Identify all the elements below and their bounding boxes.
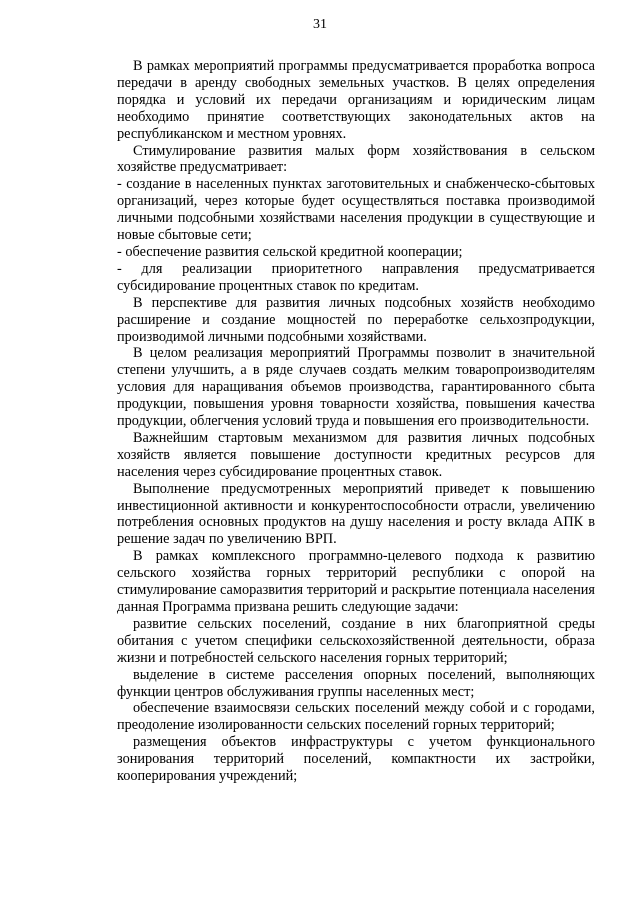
paragraph: В рамках мероприятий программы предусматривается проработка вопроса передачи в аренду свободных земельных участков. В целях определения порядка и условий их передачи организациям и юридическим лицам необходимо принятие соответствующих законодательных актов на республиканском и местном уровнях. — [117, 58, 595, 142]
paragraph: В перспективе для развития личных подсобных хозяйств необходимо расширение и создание мощностей по переработке сельхозпродукции, производимой личными подсобными хозяйствами. — [117, 294, 595, 345]
paragraph: Стимулирование развития малых форм хозяйствования в сельском хозяйстве предусматривает: — [117, 142, 595, 176]
paragraph: В целом реализация мероприятий Программы позволит в значительной степени улучшить, а в ряде случаев создать мелким товаропроизводителям условия для наращивания объемов производства, гарантированного сбыта продукции, повышения уровня товарности хозяйства, повышения качества продукции, облегчения условий труда и повышения его производительности. — [117, 345, 595, 430]
list-item: - для реализации приоритетного направления предусматривается субсидирование процентных ставок по кредитам. — [117, 260, 595, 294]
paragraph: Выполнение предусмотренных мероприятий приведет к повышению инвестиционной активности и конкурентоспособности отрасли, увеличению потребления основных продуктов на душу населения и росту вклада АПК в решение задач по увеличению ВРП. — [117, 480, 595, 548]
list-item: - обеспечение развития сельской кредитной кооперации; — [117, 243, 463, 260]
page-number: 31 — [313, 17, 327, 32]
task-item: выделение в системе расселения опорных поселений, выполняющих функции центров обслуживания группы населенных мест; — [117, 666, 595, 700]
paragraph: В рамках комплексного программно-целевого подхода к развитию сельского хозяйства горных территорий республики с опорой на стимулирование саморазвития территорий и раскрытие потенциала населения данная Программа призвана решить следующие задачи: — [117, 548, 595, 615]
list-item: - создание в населенных пунктах заготовительных и снабженческо-сбытовых организаций, через которые будет осуществляться поставка производимой личными подсобными хозяйствами населения продукции в существующие и новые сбытовые сети; — [117, 176, 595, 244]
document-body — [117, 58, 595, 785]
task-item: развитие сельских поселений, создание в них благоприятной среды обитания с учетом специфики сельскохозяйственной деятельности, образа жизни и потребностей сельского населения горных территорий; — [117, 615, 595, 666]
task-item: размещения объектов инфраструктуры с учетом функционального зонирования территорий поселений, компактности их застройки, кооперирования учреждений; — [117, 734, 595, 785]
task-item: обеспечение взаимосвязи сельских поселений между собой и с городами, преодоление изолированности сельских поселений горных территорий; — [117, 700, 595, 734]
paragraph: Важнейшим стартовым механизмом для развития личных подсобных хозяйств является повышение доступности кредитных ресурсов для населения через субсидирование процентных ставок. — [117, 429, 595, 480]
